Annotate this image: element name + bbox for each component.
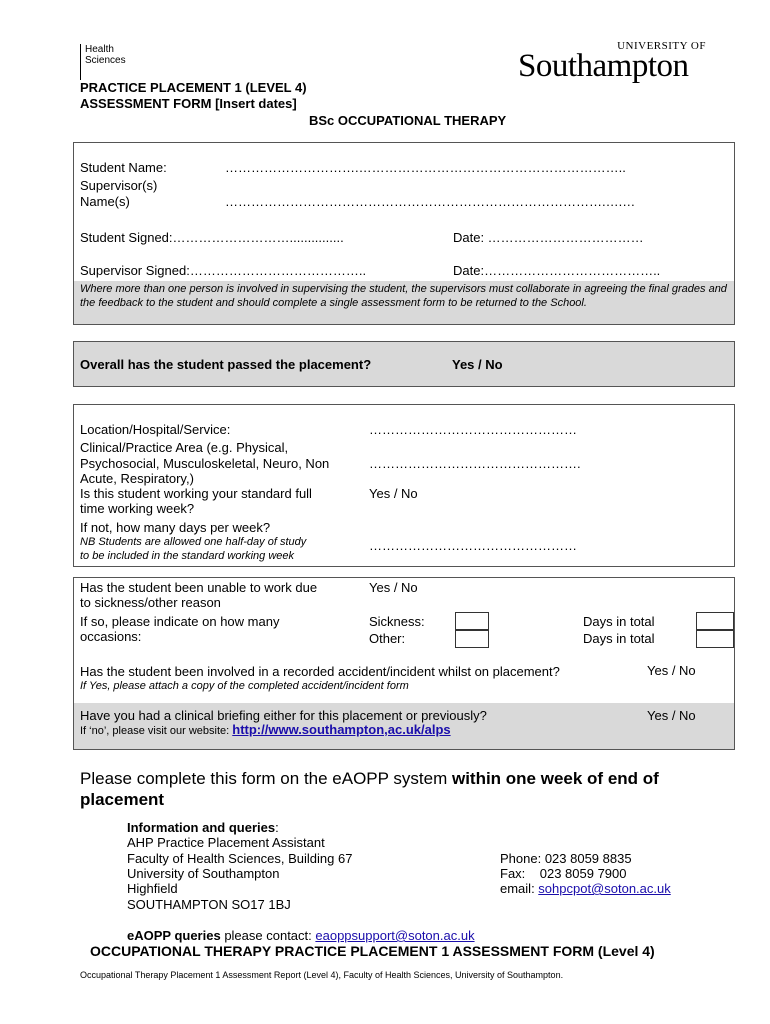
sickness-label: Sickness:: [369, 614, 425, 629]
area-field[interactable]: ………………………………………….: [369, 456, 581, 471]
email-link[interactable]: sohpcpot@soton.ac.uk: [538, 881, 671, 896]
sick-label-1: Has the student been unable to work due: [80, 580, 318, 595]
email-line: [500, 881, 671, 896]
briefing-note: If ‘no’, please visit our website:: [80, 725, 233, 737]
student-name-field[interactable]: ………………………….……………………………………………………..: [225, 160, 626, 175]
complete-normal: Please complete this form on the eAOPP system: [80, 769, 452, 788]
health-sciences-logo: [80, 44, 126, 80]
accident-answer[interactable]: Yes / No: [647, 663, 696, 678]
sick-label-2: to sickness/other reason: [80, 595, 221, 610]
alps-link[interactable]: http://www.southampton,ac.uk/alps: [232, 722, 451, 737]
eaopp-email-link[interactable]: eaoppsupport@soton.ac.uk: [315, 928, 475, 943]
address-line-5: SOUTHAMPTON SO17 1BJ: [127, 897, 291, 912]
fax: Fax: 023 8059 7900: [500, 866, 627, 881]
accident-question: Has the student been involved in a recorded accident/incident whilst on placement?: [80, 664, 560, 679]
days-total-other-label: Days in total: [583, 631, 655, 646]
title-line-1: PRACTICE PLACEMENT 1 (LEVEL 4): [80, 80, 307, 95]
supervisor-signed-field[interactable]: Supervisor Signed:…………………………………..: [80, 263, 367, 278]
eaopp-label: eAOPP queries: [127, 928, 221, 943]
logo-line-1: Health: [85, 44, 114, 55]
supervisor-label-2: Name(s): [80, 194, 130, 209]
supervisor-name-field[interactable]: …………………………………………………………………………….….…: [225, 194, 636, 209]
email-label: email:: [500, 881, 539, 896]
standard-answer[interactable]: Yes / No: [369, 486, 418, 501]
pass-answer[interactable]: Yes / No: [452, 357, 503, 372]
location-label: Location/Hospital/Service:: [80, 422, 231, 437]
address-line-4: Highfield: [127, 881, 178, 896]
eaopp-text: please contact:: [220, 928, 316, 943]
location-field[interactable]: …………………………………………: [369, 422, 577, 437]
complete-instruction-line-1: [80, 769, 659, 789]
other-days-input[interactable]: [696, 630, 734, 648]
supervisor-label-1: Supervisor(s): [80, 178, 158, 193]
standard-label-1: Is this student working your standard full: [80, 486, 312, 501]
supervisor-date-field[interactable]: Date:…………………………………..: [453, 263, 661, 278]
university-of: UNIVERSITY OF: [617, 40, 706, 52]
university-name: Southampton: [518, 48, 689, 84]
days-field[interactable]: …………………………………………: [369, 538, 577, 553]
logo-line-2: Sciences: [85, 55, 126, 66]
form-title: OCCUPATIONAL THERAPY PRACTICE PLACEMENT 1 ASSESSMENT FORM (Level 4): [90, 943, 655, 959]
standard-label-2: time working week?: [80, 501, 195, 516]
days-label: If not, how many days per week?: [80, 520, 271, 535]
student-signed-field[interactable]: Student Signed:………………………...............: [80, 230, 344, 245]
info-colon: :: [275, 820, 279, 835]
nb-note-1: NB Students are allowed one half-day of study: [80, 536, 307, 548]
address-line-1: AHP Practice Placement Assistant: [127, 835, 325, 850]
title-line-2: ASSESSMENT FORM [Insert dates]: [80, 96, 297, 111]
occasions-label-2: occasions:: [80, 629, 142, 644]
briefing-answer[interactable]: Yes / No: [647, 708, 696, 723]
briefing-question: Have you had a clinical briefing either for this placement or previously?: [80, 708, 487, 723]
sick-answer[interactable]: Yes / No: [369, 580, 418, 595]
area-label-3: Acute, Respiratory,): [80, 471, 194, 486]
complete-bold: within one week of end of: [451, 769, 659, 788]
briefing-note-line: [80, 722, 451, 737]
page-subtitle: BSc OCCUPATIONAL THERAPY: [309, 113, 507, 128]
occasions-label-1: If so, please indicate on how many: [80, 614, 280, 629]
student-date-field[interactable]: Date: ………………………………: [453, 230, 644, 245]
phone: Phone: 023 8059 8835: [500, 851, 632, 866]
page-footer: Occupational Therapy Placement 1 Assessment Report (Level 4), Faculty of Health Sciences, University of Southampton.: [80, 970, 564, 980]
supervisor-note: Where more than one person is involved in supervising the student, the supervisors must collaborate in agreeing the final grades and the feedback to the student and should complete a single assessment form to be returned to the School.: [80, 283, 727, 309]
accident-note: If Yes, please attach a copy of the completed accident/incident form: [80, 680, 409, 692]
days-total-sickness-label: Days in total: [583, 614, 655, 629]
sickness-occasions-input[interactable]: [455, 612, 489, 630]
area-label-2: Psychosocial, Musculoskeletal, Neuro, Non: [80, 456, 330, 471]
nb-note-2: to be included in the standard working week: [80, 550, 295, 562]
pass-question: Overall has the student passed the placement?: [80, 357, 372, 372]
sickness-days-input[interactable]: [696, 612, 734, 630]
area-label-1: Clinical/Practice Area (e.g. Physical,: [80, 440, 289, 455]
other-label: Other:: [369, 631, 406, 646]
info-heading-line: [127, 820, 279, 835]
info-heading: Information and queries: [127, 820, 276, 835]
university-logo: [518, 40, 718, 88]
address-line-3: University of Southampton: [127, 866, 280, 881]
address-line-2: Faculty of Health Sciences, Building 67: [127, 851, 353, 866]
complete-instruction-line-2: placement: [80, 790, 165, 809]
student-name-label: Student Name:: [80, 160, 167, 175]
other-occasions-input[interactable]: [455, 630, 489, 648]
eaopp-line: [127, 928, 475, 943]
